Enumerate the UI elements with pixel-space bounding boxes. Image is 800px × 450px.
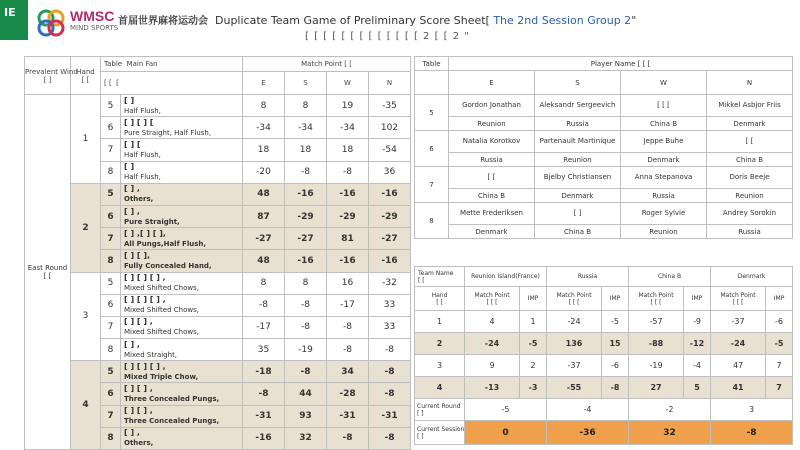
team-match-point: -55 [547,377,602,399]
table-number: 6 [101,205,121,227]
main-fan-cn: [ ] , [124,428,140,438]
seat-header-west: W [327,72,369,95]
current-round-value: 3 [711,399,793,421]
main-fan-en: Three Concealed Pungs, [124,395,220,404]
match-point-n: -8 [369,383,411,405]
hand-number: 1 [71,95,101,184]
match-point-w: -34 [327,117,369,139]
team-imp: 15 [602,333,629,355]
player-name: Mikkel Asbjor Friis [707,95,793,117]
player-team-row [415,225,793,239]
player-row [415,167,793,189]
match-point-s: -34 [285,117,327,139]
team-imp-table [414,266,793,445]
team-hand-number: 2 [415,333,465,355]
player-team: Russia [535,117,621,131]
match-point-s: -16 [285,183,327,205]
player-table-number: 8 [415,203,449,239]
match-point-w: -17 [327,294,369,316]
player-team: China B [535,225,621,239]
team-match-point: 4 [465,311,520,333]
match-point-n: -35 [369,95,411,117]
main-fan [121,294,243,316]
main-fan-cn: [ ] [ ] [ ] , [124,295,166,305]
player-team: Denmark [535,189,621,203]
player-seat-north: N [707,71,793,95]
player-name: [ [ [707,131,793,153]
score-table [24,56,411,450]
table-number: 5 [101,361,121,383]
match-point-s: 44 [285,383,327,405]
match-point-w: -8 [327,316,369,338]
match-point-s: -8 [285,361,327,383]
table-number: 7 [101,139,121,161]
table-fan-header: Table Main Fan [101,57,243,72]
current-round-value: -2 [629,399,711,421]
logo-subtitle: MIND SPORTS [70,24,119,32]
table-fan-subheader: [ [ [ [101,72,243,95]
main-fan-en: Others, [124,439,154,448]
table-number: 5 [101,272,121,294]
team-imp: -5 [520,333,547,355]
main-fan-en: Mixed Shifted Chows, [124,284,199,293]
team-imp: -9 [684,311,711,333]
main-fan [121,161,243,183]
seat-header-south: S [285,72,327,95]
match-point-e: 8 [243,272,285,294]
player-name: [ [ [ [621,95,707,117]
main-fan [121,405,243,427]
team-hand-header: Hand [ [ [415,287,465,311]
player-team: Denmark [449,225,535,239]
main-fan [121,205,243,227]
team-name-2: Russia [547,267,629,287]
match-point-e: -18 [243,361,285,383]
main-fan-cn: [ ] [124,95,135,105]
team-match-point: -37 [547,355,602,377]
hand-number: 2 [71,183,101,272]
player-name: Anna Stepanova [621,167,707,189]
match-point-w: -16 [327,250,369,272]
match-point-e: -8 [243,383,285,405]
main-fan-en: Others, [124,195,154,204]
table-number: 7 [101,316,121,338]
main-fan [121,427,243,449]
player-name: Gordon Jonathan [449,95,535,117]
match-point-e: 48 [243,250,285,272]
table-number: 6 [101,294,121,316]
match-point-s: 32 [285,427,327,449]
team-match-point: -24 [465,333,520,355]
team-name-4: Denmark [711,267,793,287]
match-point-s: -8 [285,316,327,338]
mp-header-2: Match Point [ [ [ [547,287,602,311]
team-match-point: 9 [465,355,520,377]
player-seat-south: S [535,71,621,95]
page-title [215,14,636,27]
main-fan-cn: [ ] [ ] [ [124,117,154,127]
match-point-header: Match Point [ [ [243,57,411,72]
current-session-value: -36 [547,421,629,445]
match-point-n: -8 [369,427,411,449]
match-point-n: -8 [369,339,411,361]
team-hand-number: 4 [415,377,465,399]
player-team-row [415,117,793,131]
team-match-point: 27 [629,377,684,399]
main-fan-en: Pure Straight, [124,217,180,226]
player-name: Mette Frederiksen [449,203,535,225]
player-team: China B [449,189,535,203]
table-number: 8 [101,250,121,272]
match-point-n: -29 [369,205,411,227]
player-name: Doris Beeje [707,167,793,189]
mp-header-3: Match Point [ [ [ [629,287,684,311]
match-point-w: 81 [327,228,369,250]
match-point-w: -29 [327,205,369,227]
main-fan-cn: [ ] [ ] [ ] , [124,361,166,371]
seat-header-north: N [369,72,411,95]
main-fan [121,228,243,250]
main-fan [121,361,243,383]
match-point-w: -8 [327,427,369,449]
team-hand-number: 1 [415,311,465,333]
match-point-n: -54 [369,139,411,161]
player-table-number: 6 [415,131,449,167]
current-round-value: -5 [465,399,547,421]
current-session-value: 32 [629,421,711,445]
match-point-e: -31 [243,405,285,427]
player-name: Partenault Martinique [535,131,621,153]
main-fan-en: Half Flush, [124,150,161,159]
team-imp: -8 [602,377,629,399]
team-name-1: Reunion Island(France) [465,267,547,287]
current-session-row [415,421,793,445]
team-imp: 7 [766,355,793,377]
team-match-point: -57 [629,311,684,333]
team-imp: 5 [684,377,711,399]
match-point-s: -29 [285,205,327,227]
table-number: 6 [101,117,121,139]
match-point-w: -16 [327,183,369,205]
main-fan-en: Mixed Shifted Chows, [124,306,199,315]
match-point-s: 8 [285,95,327,117]
player-table-number: 7 [415,167,449,203]
team-match-point: -37 [711,311,766,333]
current-round-label: Current Round [ ] [415,399,465,421]
match-point-n: 36 [369,161,411,183]
main-fan-cn: [ ] [ ] , [124,406,153,416]
main-fan-cn: [ ] , [124,206,140,216]
match-point-w: -8 [327,339,369,361]
team-name-3: China B [629,267,711,287]
match-point-s: -27 [285,228,327,250]
match-point-n: -16 [369,250,411,272]
logo-badge-text: IE [4,6,16,19]
player-name: Jeppe Buhe [621,131,707,153]
score-row [25,95,411,117]
player-team: China B [707,153,793,167]
match-point-e: 48 [243,183,285,205]
team-imp: -5 [766,333,793,355]
player-team: Russia [449,153,535,167]
match-point-n: -8 [369,361,411,383]
main-fan-cn: [ ] , [124,184,140,194]
player-row [415,95,793,117]
player-name: Andrey Sorokin [707,203,793,225]
team-name-header: Team Name [ [ [415,267,465,287]
player-name-header: Player Name [ [ [ [449,57,793,71]
main-fan [121,383,243,405]
match-point-s: 8 [285,272,327,294]
main-fan [121,95,243,117]
player-team: Russia [707,225,793,239]
match-point-e: -16 [243,427,285,449]
player-name: Bjelby Christiansen [535,167,621,189]
match-point-n: -16 [369,183,411,205]
player-name: [ ] [535,203,621,225]
logo-badge [0,0,28,40]
main-fan-en: Pure Straight, Half Flush, [124,128,212,137]
current-round-value: -4 [547,399,629,421]
imp-header-1: IMP [520,287,547,311]
header [0,0,800,54]
main-fan-cn: [ ] [ ] , [124,384,153,394]
match-point-w: 16 [327,272,369,294]
table-number: 5 [101,95,121,117]
team-imp: 2 [520,355,547,377]
prevailing-wind-cell: East Round [ [ [25,95,71,450]
player-team: Reunion [535,153,621,167]
current-session-label: Current Session [ ] [415,421,465,445]
match-point-w: -31 [327,405,369,427]
match-point-n: -27 [369,228,411,250]
match-point-n: -32 [369,272,411,294]
team-match-point: 136 [547,333,602,355]
match-point-s: 18 [285,139,327,161]
player-name: Aleksandr Sergeevich [535,95,621,117]
hand-number: 3 [71,272,101,361]
player-team-row [415,153,793,167]
match-point-n: 102 [369,117,411,139]
match-point-s: -8 [285,161,327,183]
title-suffix: " [631,14,637,27]
player-team: Denmark [707,117,793,131]
team-imp: 7 [766,377,793,399]
table-number: 8 [101,427,121,449]
player-team-row [415,189,793,203]
hand-header: Hand [ [ [71,57,101,95]
main-fan-en: Mixed Straight, [124,350,178,359]
seat-header-east: E [243,72,285,95]
score-row [25,272,411,294]
player-name: Natalia Korotkov [449,131,535,153]
main-fan-cn: [ ] [ [124,139,141,149]
team-match-point: -13 [465,377,520,399]
team-hand-row [415,311,793,333]
table-number: 8 [101,339,121,361]
match-point-e: 8 [243,95,285,117]
main-fan-en: Half Flush, [124,173,161,182]
match-point-e: -17 [243,316,285,338]
match-point-s: 93 [285,405,327,427]
team-imp: -6 [766,311,793,333]
score-row [25,183,411,205]
player-team: Russia [621,189,707,203]
match-point-s: -19 [285,339,327,361]
player-team: Reunion [707,189,793,203]
score-row [25,361,411,383]
team-imp: -12 [684,333,711,355]
current-session-value: 0 [465,421,547,445]
player-team: Reunion [621,225,707,239]
mp-header-1: Match Point [ [ [ [465,287,520,311]
team-imp: -6 [602,355,629,377]
match-point-n: -31 [369,405,411,427]
mp-header-4: Match Point [ [ [ [711,287,766,311]
player-seat-east: E [449,71,535,95]
player-row [415,131,793,153]
player-table-table-header: Table [415,57,449,71]
player-table [414,56,793,239]
team-imp: -4 [684,355,711,377]
imp-header-3: IMP [684,287,711,311]
main-fan [121,139,243,161]
team-match-point: -24 [711,333,766,355]
logo-cn: 首届世界麻将运动会 [118,16,208,27]
main-fan-cn: [ ] , [124,339,140,349]
table-number: 6 [101,383,121,405]
table-number: 7 [101,405,121,427]
main-fan-cn: [ ] [ ] [ ] , [124,273,166,283]
table-number: 7 [101,228,121,250]
player-team: Denmark [621,153,707,167]
main-fan [121,316,243,338]
match-point-e: -34 [243,117,285,139]
main-fan-en: Mixed Shifted Chows, [124,328,199,337]
main-fan-en: Half Flush, [124,106,161,115]
team-match-point: 47 [711,355,766,377]
match-point-e: -27 [243,228,285,250]
main-fan-en: Mixed Triple Chow, [124,372,199,381]
match-point-w: -28 [327,383,369,405]
imp-header-2: IMP [602,287,629,311]
match-point-e: -8 [243,294,285,316]
main-fan-cn: [ ] [124,162,135,172]
main-fan [121,183,243,205]
team-hand-row [415,355,793,377]
team-hand-row [415,333,793,355]
title-accent: The 2nd Session Group 2 [489,14,632,27]
table-number: 8 [101,161,121,183]
main-fan [121,117,243,139]
main-fan-en: Three Concealed Pungs, [124,417,220,426]
team-hand-row [415,377,793,399]
match-point-w: 19 [327,95,369,117]
prevailing-wind-header: Prevalent Wind [ ] [25,57,71,95]
match-point-n: 33 [369,294,411,316]
wmsc-rings-icon [36,8,66,38]
player-table-number: 5 [415,95,449,131]
match-point-w: -8 [327,161,369,183]
player-name: [ [ [449,167,535,189]
main-fan-cn: [ ] ,[ ] [ ], [124,228,166,238]
player-team: China B [621,117,707,131]
team-match-point: -19 [629,355,684,377]
current-round-row [415,399,793,421]
main-fan [121,250,243,272]
title-prefix: Duplicate Team Game of Preliminary Score Sheet[ [215,14,490,27]
logo-brand: WMSC [70,8,115,24]
team-match-point: 41 [711,377,766,399]
player-row [415,203,793,225]
page-subtitle: [ [ [ [ [ [ [ [ [ [ [ [ [ 2 [ [ 2 " [305,31,470,42]
player-seat-west: W [621,71,707,95]
match-point-e: -20 [243,161,285,183]
match-point-s: -8 [285,294,327,316]
match-point-w: 18 [327,139,369,161]
imp-header-4: IMP [766,287,793,311]
hand-number: 4 [71,361,101,450]
team-hand-number: 3 [415,355,465,377]
table-number: 5 [101,183,121,205]
match-point-n: 33 [369,316,411,338]
match-point-s: -16 [285,250,327,272]
team-match-point: -24 [547,311,602,333]
main-fan [121,272,243,294]
match-point-e: 87 [243,205,285,227]
match-point-e: 18 [243,139,285,161]
team-imp: 1 [520,311,547,333]
player-name: Roger Sylvie [621,203,707,225]
player-team: Reunion [449,117,535,131]
match-point-e: 35 [243,339,285,361]
main-fan-en: All Pungs,Half Flush, [124,239,207,248]
main-fan-en: Fully Concealed Hand, [124,261,212,270]
main-fan-cn: [ ] [ ] , [124,317,153,327]
main-fan [121,339,243,361]
current-session-value: -8 [711,421,793,445]
main-fan-cn: [ ] [ ], [124,250,151,260]
team-imp: -3 [520,377,547,399]
team-imp: -5 [602,311,629,333]
team-match-point: -88 [629,333,684,355]
match-point-w: 34 [327,361,369,383]
